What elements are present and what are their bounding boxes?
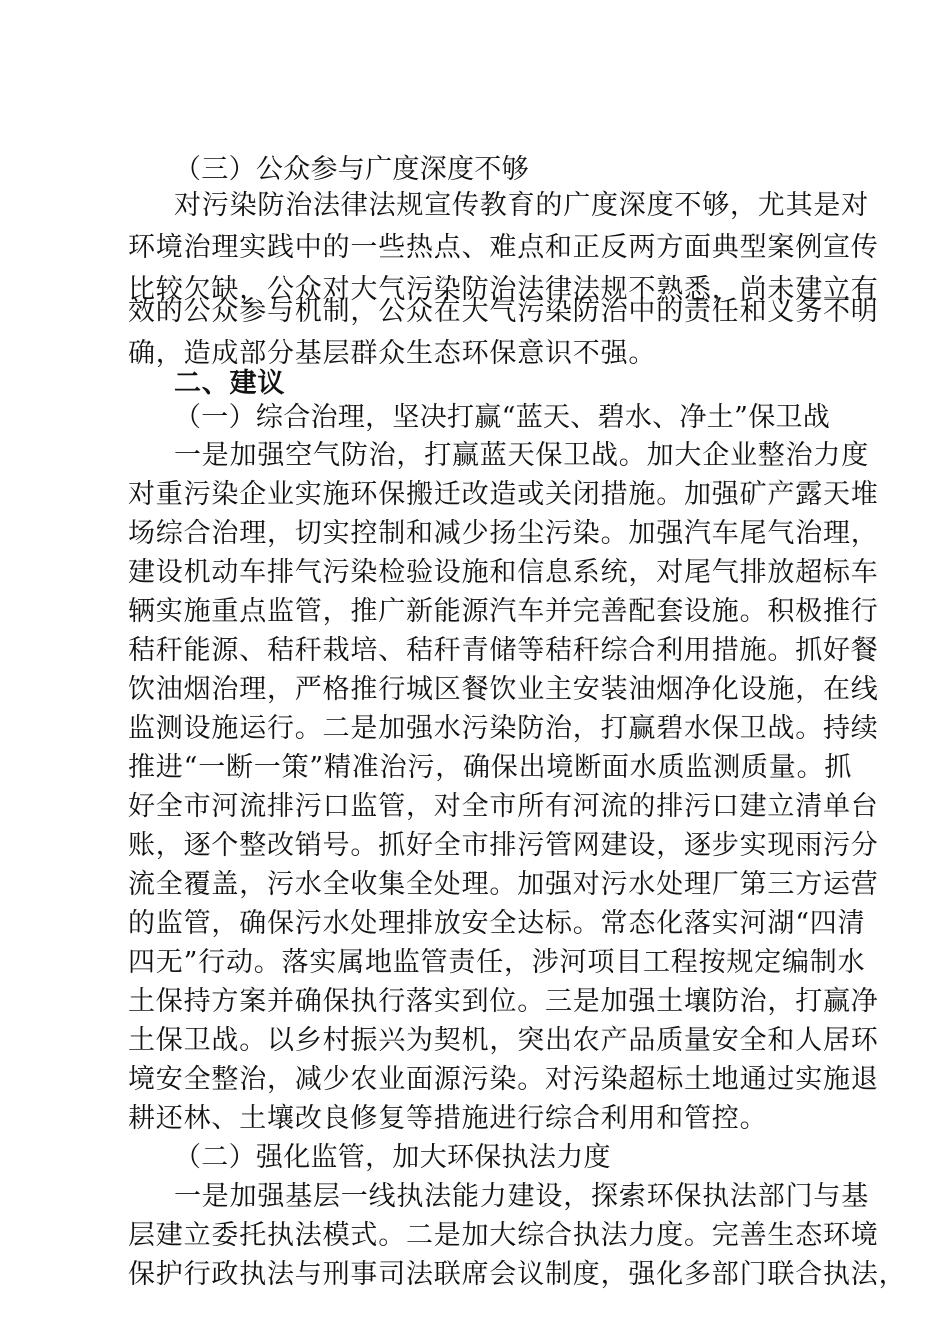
paragraph-line: 一是加强基层一线执法能力建设，探索环保执法部门与基 bbox=[174, 1181, 869, 1212]
section-heading: （三）公众参与广度深度不够 bbox=[174, 154, 529, 185]
paragraph-line: 监测设施运行。二是加强水污染防治，打赢碧水保卫战。持续 bbox=[128, 713, 879, 744]
paragraph-line: 效的公众参与机制，公众在大气污染防治中的责任和义务不明 bbox=[128, 296, 879, 327]
paragraph-line: 账，逐个整改销号。抓好全市排污管网建设，逐步实现雨污分 bbox=[128, 830, 879, 861]
paragraph-line: 保护行政执法与刑事司法联席会议制度，强化多部门联合执法， bbox=[128, 1259, 907, 1290]
paragraph-line: 境安全整治，减少农业面源污染。对污染超标土地通过实施退 bbox=[128, 1064, 879, 1095]
paragraph-line: 层建立委托执法模式。二是加大综合执法力度。完善生态环境 bbox=[128, 1220, 879, 1251]
paragraph-line: 场综合治理，切实控制和减少扬尘污染。加强汽车尾气治理， bbox=[128, 518, 879, 549]
paragraph-line: 好全市河流排污口监管，对全市所有河流的排污口建立清单台 bbox=[128, 791, 879, 822]
paragraph-line: 四无”行动。落实属地监管责任，涉河项目工程按规定编制水 bbox=[128, 947, 866, 978]
paragraph-line: 一是加强空气防治，打赢蓝天保卫战。加大企业整治力度 bbox=[174, 440, 869, 471]
section-heading: （一）综合治理，坚决打赢“蓝天、碧水、净土”保卫战 bbox=[174, 402, 831, 433]
section-heading: （二）强化监管，加大环保执法力度 bbox=[174, 1142, 611, 1173]
paragraph-line: 秸秆能源、秸秆栽培、秸秆青储等秸秆综合利用措施。抓好餐 bbox=[128, 635, 879, 666]
paragraph-line: 对重污染企业实施环保搬迁改造或关闭措施。加强矿产露天堆 bbox=[128, 479, 879, 510]
paragraph-line: 对污染防治法律法规宣传教育的广度深度不够，尤其是对 bbox=[174, 190, 869, 221]
chapter-heading: 二、建议 bbox=[174, 368, 286, 399]
paragraph-line: 推进“一断一策”精准治污，确保出境断面水质监测质量。抓 bbox=[128, 752, 853, 783]
paragraph-line: 确，造成部分基层群众生态环保意识不强。 bbox=[128, 338, 657, 369]
paragraph-line: 流全覆盖，污水全收集全处理。加强对污水处理厂第三方运营 bbox=[128, 869, 879, 900]
paragraph-line: 饮油烟治理，严格推行城区餐饮业主安装油烟净化设施，在线 bbox=[128, 674, 879, 705]
paragraph-line: 耕还林、土壤改良修复等措施进行综合利用和管控。 bbox=[128, 1103, 768, 1134]
paragraph-line: 的监管，确保污水处理排放安全达标。常态化落实河湖“四清 bbox=[128, 908, 866, 939]
paragraph-line: 建设机动车排气污染检验设施和信息系统，对尾气排放超标车 bbox=[128, 557, 879, 588]
paragraph-line: 土保卫战。以乡村振兴为契机，突出农产品质量安全和人居环 bbox=[128, 1025, 879, 1056]
paragraph-line: 环境治理实践中的一些热点、难点和正反两方面典型案例宣传 bbox=[128, 232, 879, 263]
paragraph-line: 比较欠缺，公众对大气污染防治法律法规不熟悉，尚未建立有 bbox=[128, 274, 879, 305]
paragraph-line: 辆实施重点监管，推广新能源汽车并完善配套设施。积极推行 bbox=[128, 596, 879, 627]
paragraph-line: 土保持方案并确保执行落实到位。三是加强土壤防治，打赢净 bbox=[128, 986, 879, 1017]
